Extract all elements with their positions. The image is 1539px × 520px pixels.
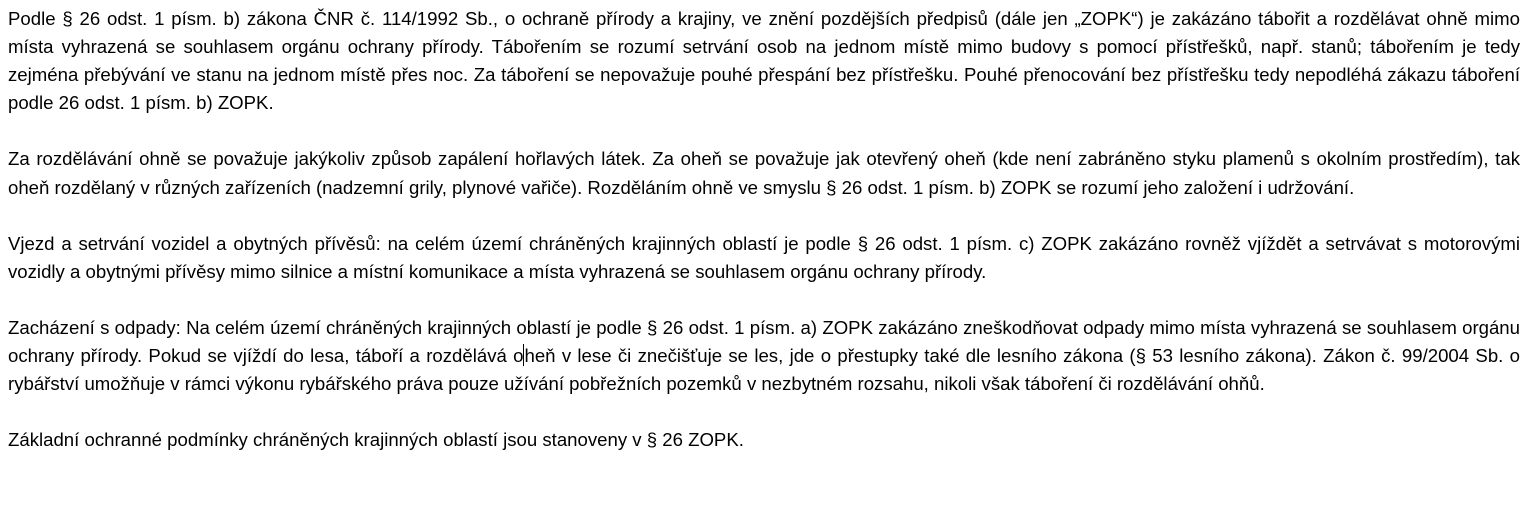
document-body [8, 5, 1520, 455]
paragraph-waste[interactable] [8, 314, 1520, 398]
paragraph-waste-text-after-caret: heň v lese či znečišťuje se les, jde o přestupky také dle lesního zákona (§ 53 lesního zákona). Zákon č. 99/2004 Sb. o rybářství umožňuje v rámci výkonu rybářského práva pouze užívání pobřežních pozemků v nezbytném rozsahu, nikoli však táboření či rozdělávání ohňů. [8, 345, 1520, 395]
paragraph-camping-fires: Podle § 26 odst. 1 písm. b) zákona ČNR č. 114/1992 Sb., o ochraně přírody a krajiny, ve znění pozdějších předpisů (dále jen „ZOPK“) je zakázáno tábořit a rozdělávat ohně mimo místa vyhrazená se souhlasem orgánu ochrany přírody. Tábořením se rozumí setrvání osob na jednom místě mimo budovy s pomocí přístřešků, např. stanů; tábořením je tedy zejména přebývání ve stanu na jednom místě přes noc. Za táboření se nepovažuje pouhé přespání bez přístřešku. Pouhé přenocování bez přístřešku tedy nepodléhá zákazu táboření podle 26 odst. 1 písm. b) ZOPK. [8, 8, 1520, 114]
paragraph-vehicles: Vjezd a setrvání vozidel a obytných přívěsů: na celém území chráněných krajinných oblastí je podle § 26 odst. 1 písm. c) ZOPK zakázáno rovněž vjíždět a setrvávat s motorovými vozidly a obytnými přívěsy mimo silnice a místní komunikace a místa vyhrazená se souhlasem orgánu ochrany přírody. [8, 232, 1520, 282]
paragraph-fire-definition: Za rozdělávání ohně se považuje jakýkoliv způsob zapálení hořlavých látek. Za oheň se považuje jak otevřený oheň (kde není zabráněno styku plamenů s okolním prostředím), tak oheň rozdělaný v různých zařízeních (nadzemní grily, plynové vařiče). Rozděláním ohně ve smyslu § 26 odst. 1 písm. b) ZOPK se rozumí jeho založení i udržování. [8, 148, 1520, 198]
paragraph-waste-text-before-caret: Zacházení s odpady: Na celém území chráněných krajinných oblastí je podle § 26 odst. 1 písm. a) ZOPK zakázáno zneškodňovat odpady mimo místa vyhrazená se souhlasem orgánu ochrany přírody. Pokud se vjíždí do lesa, táboří a rozdělává o [8, 317, 1520, 367]
paragraph-basic-conditions: Základní ochranné podmínky chráněných krajinných oblastí jsou stanoveny v § 26 ZOPK. [8, 429, 744, 451]
